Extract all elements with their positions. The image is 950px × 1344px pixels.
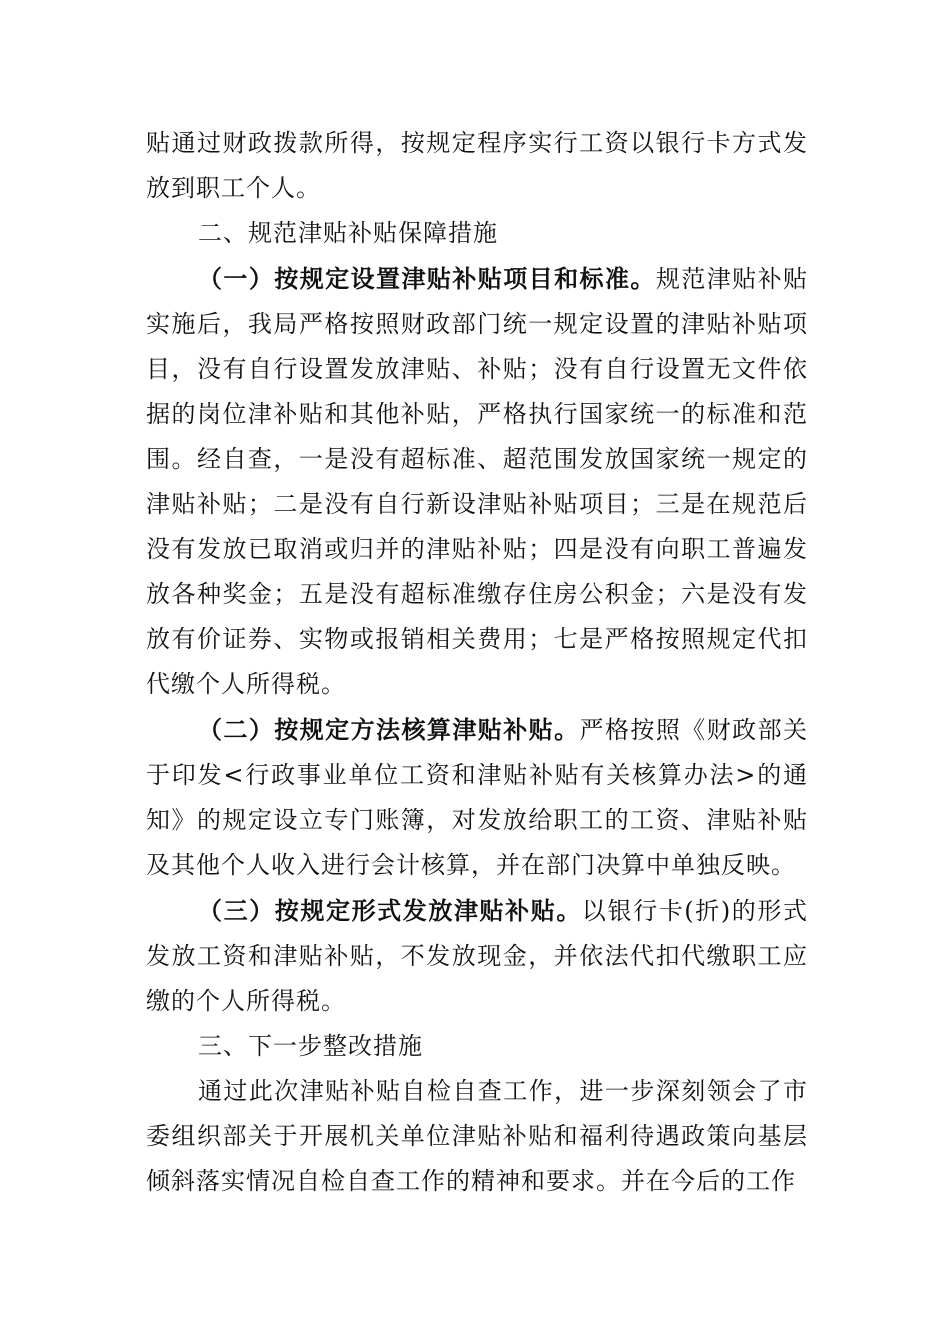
item-1-paragraph [146, 256, 808, 707]
continuation-paragraph: 贴通过财政拨款所得，按规定程序实行工资以银行卡方式发放到职工个人。 [146, 129, 808, 202]
section-heading-3: 三、下一步整改措施 [198, 1032, 423, 1060]
item-2-paragraph [146, 707, 808, 888]
item-2-lead: （二）按规定方法核算津贴补贴。 [198, 715, 580, 744]
item-3-lead: （三）按规定形式发放津贴补贴。 [198, 896, 582, 925]
section-heading-2: 二、规范津贴补贴保障措施 [198, 219, 498, 247]
document-body [146, 121, 808, 1204]
item-2-body: 严格按照《财政部关于印发<行政事业单位工资和津贴补贴有关核算办法>的通知》的规定设立专门账簿，对发放给职工的工资、津贴补贴及其他个人收入进行会计核算，并在部门决算中单独反映。 [146, 716, 809, 879]
item-3-body: 以银行卡(折)的形式发放工资和津贴补贴，不发放现金，并依法代扣代缴职工应缴的个人所得税。 [146, 897, 808, 1015]
item-1-lead: （一）按规定设置津贴补贴项目和标准。 [198, 264, 656, 293]
item-1-body: 规范津贴补贴实施后，我局严格按照财政部门统一规定设置的津贴补贴项目，没有自行设置发放津贴、补贴；没有自行设置无文件依据的岗位津补贴和其他补贴，严格执行国家统一的标准和范围。经自查，一是没有超标准、超范围发放国家统一规定的津贴补贴；二是没有自行新设津贴补贴项目；三是在规范后没有发放已取消或归并的津贴补贴；四是没有向职工普遍发放各种奖金；五是没有超标准缴存住房公积金；六是没有发放有价证券、实物或报销相关费用；七是严格按照规定代扣代缴个人所得税。 [146, 265, 809, 698]
item-3-paragraph [146, 888, 808, 1024]
final-paragraph: 通过此次津贴补贴自检自查工作，进一步深刻领会了市委组织部关于开展机关单位津贴补贴和福利待遇政策向基层倾斜落实情况自检自查工作的精神和要求。并在今后的工作 [146, 1077, 808, 1195]
